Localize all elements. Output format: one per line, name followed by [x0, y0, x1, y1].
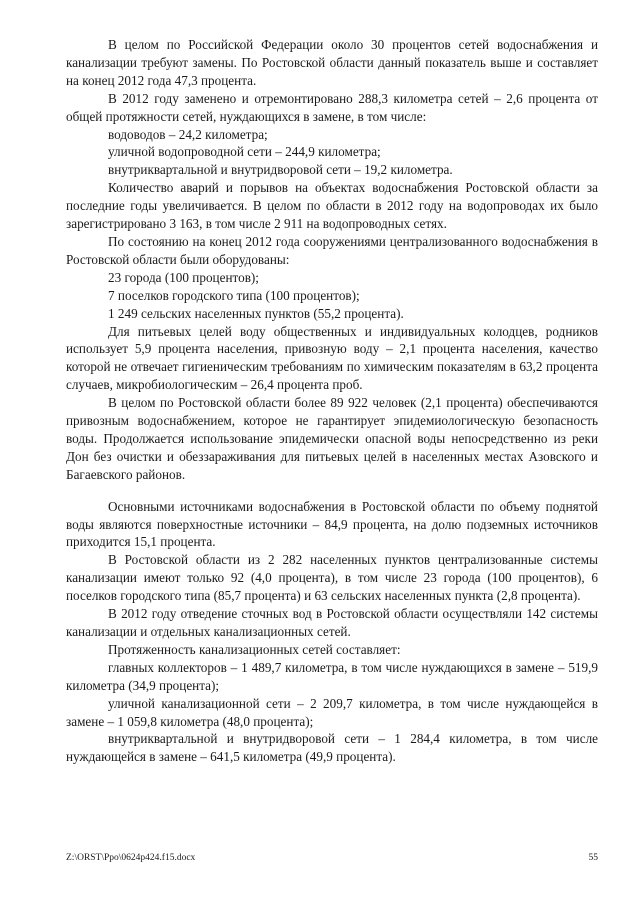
- page-footer: [66, 852, 598, 864]
- paragraph: Для питьевых целей воду общественных и индивидуальных колодцев, родников использует 5,9 процента населения, привозную воду – 2,1 процента населения, качество которой не отвечает гигиеническим требованиям по химическим показателям в 63,2 процента случаев, микробиологическим – 26,4 процента проб.: [66, 323, 598, 393]
- paragraph: внутриквартальной и внутридворовой сети – 1 284,4 километра, в том числе нуждающейся в замене – 641,5 километра (49,9 процента).: [66, 731, 598, 765]
- file-path: Z:\ORST\Ppo\0624p424.f15.docx: [66, 853, 196, 863]
- paragraph: В целом по Ростовской области более 89 922 человек (2,1 процента) обеспечиваются привозным водоснабжением, которое не гарантирует эпидемиологическую безопасность воды. Продолжается использование эпидемически опасной воды непосредственно из реки Дон без очистки и обеззараживания для питьевых целей в населенных местах Азовского и Багаевского районов.: [66, 395, 598, 482]
- paragraph: главных коллекторов – 1 489,7 километра, в том числе нуждающихся в замене – 519,9 километра (34,9 процента);: [66, 659, 598, 693]
- list-item: 7 поселков городского типа (100 процентов);: [108, 287, 360, 303]
- paragraph: Количество аварий и порывов на объектах водоснабжения Ростовской области за последние годы увеличивается. В целом по области в 2012 году на водопроводах их было зарегистрировано 3 163, в том числе 2 911 на водопроводных сетях.: [66, 180, 598, 232]
- list-item: Протяженность канализационных сетей составляет:: [108, 641, 401, 657]
- list-item: водоводов – 24,2 километра;: [108, 126, 268, 142]
- paragraph: По состоянию на конец 2012 года сооружениями централизованного водоснабжения в Ростовской области были оборудованы:: [66, 233, 598, 267]
- list-item: уличной водопроводной сети – 244,9 километра;: [108, 144, 381, 160]
- document-body: [66, 36, 598, 766]
- paragraph: уличной канализационной сети – 2 209,7 километра, в том числе нуждающейся в замене – 1 059,8 километра (48,0 процента);: [66, 695, 598, 729]
- list-item: внутриквартальной и внутридворовой сети – 19,2 километра.: [108, 162, 453, 178]
- paragraph: В Ростовской области из 2 282 населенных пунктов централизованные системы канализации имеют только 92 (4,0 процента), в том числе 23 города (100 процентов), 6 поселков городского типа (85,7 процента) и 63 сельских населенных пункта (2,8 процента).: [66, 552, 598, 604]
- list-item: 1 249 сельских населенных пунктов (55,2 процента).: [108, 305, 404, 321]
- page-number: 55: [588, 853, 598, 863]
- paragraph: В 2012 году заменено и отремонтировано 288,3 километра сетей – 2,6 процента от общей протяжности сетей, нуждающихся в замене, в том числе:: [66, 90, 598, 124]
- paragraph: В 2012 году отведение сточных вод в Ростовской области осуществляли 142 системы канализации и отдельных канализационных сетей.: [66, 606, 598, 639]
- paragraph: Основными источниками водоснабжения в Ростовской области по объему поднятой воды являются поверхностные источники – 84,9 процента, на долю подземных источников приходится 15,1 процента.: [66, 498, 598, 550]
- list-item: 23 города (100 процентов);: [108, 269, 259, 285]
- paragraph: В целом по Российской Федерации около 30 процентов сетей водоснабжения и канализации требуют замены. По Ростовской области данный показатель выше и составляет на конец 2012 года 47,3 процента.: [66, 37, 598, 88]
